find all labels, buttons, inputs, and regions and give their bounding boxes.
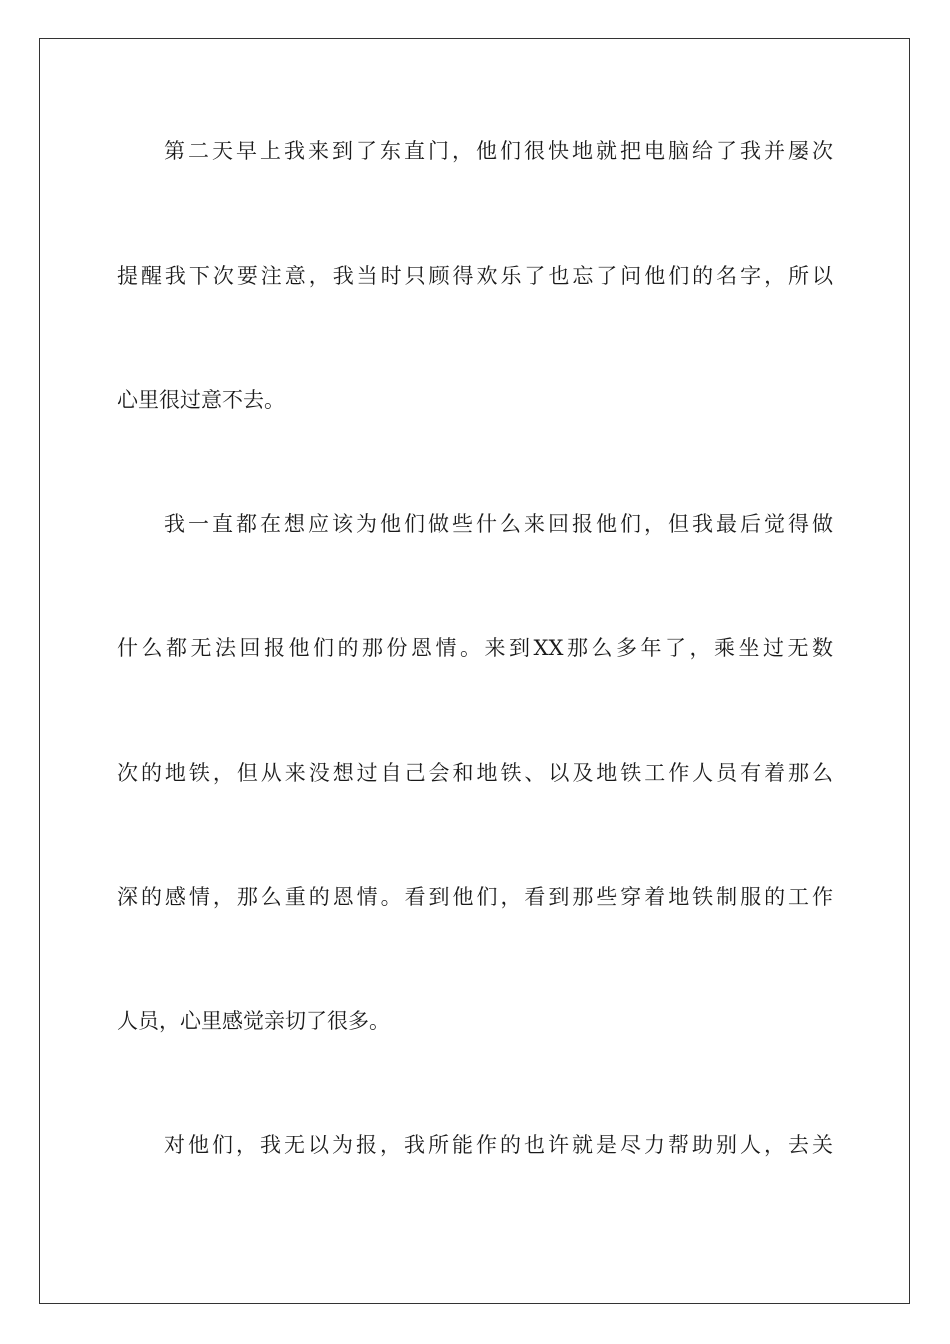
page-border [39,38,910,1304]
paragraph-2-line-4: 深的感情，那么重的恩情。看到他们，看到那些穿着地铁制服的工作 [117,885,833,909]
paragraph-2-line-5: 人员，心里感觉亲切了很多。 [117,1009,390,1033]
paragraph-2-line-2: 什么都无法回报他们的那份恩情。来到XX那么多年了，乘坐过无数 [117,636,833,660]
paragraph-2-line-1: 我一直都在想应该为他们做些什么来回报他们，但我最后觉得做 [164,512,833,536]
paragraph-1-line-2: 提醒我下次要注意，我当时只顾得欢乐了也忘了问他们的名字，所以 [117,264,833,288]
paragraph-1-line-1: 第二天早上我来到了东直门，他们很快地就把电脑给了我并屡次 [164,139,833,163]
paragraph-3-line-1: 对他们，我无以为报，我所能作的也许就是尽力帮助别人，去关 [164,1133,833,1157]
paragraph-1-line-3: 心里很过意不去。 [117,388,285,412]
paragraph-2-line-3: 次的地铁，但从来没想过自己会和地铁、以及地铁工作人员有着那么 [117,761,833,785]
